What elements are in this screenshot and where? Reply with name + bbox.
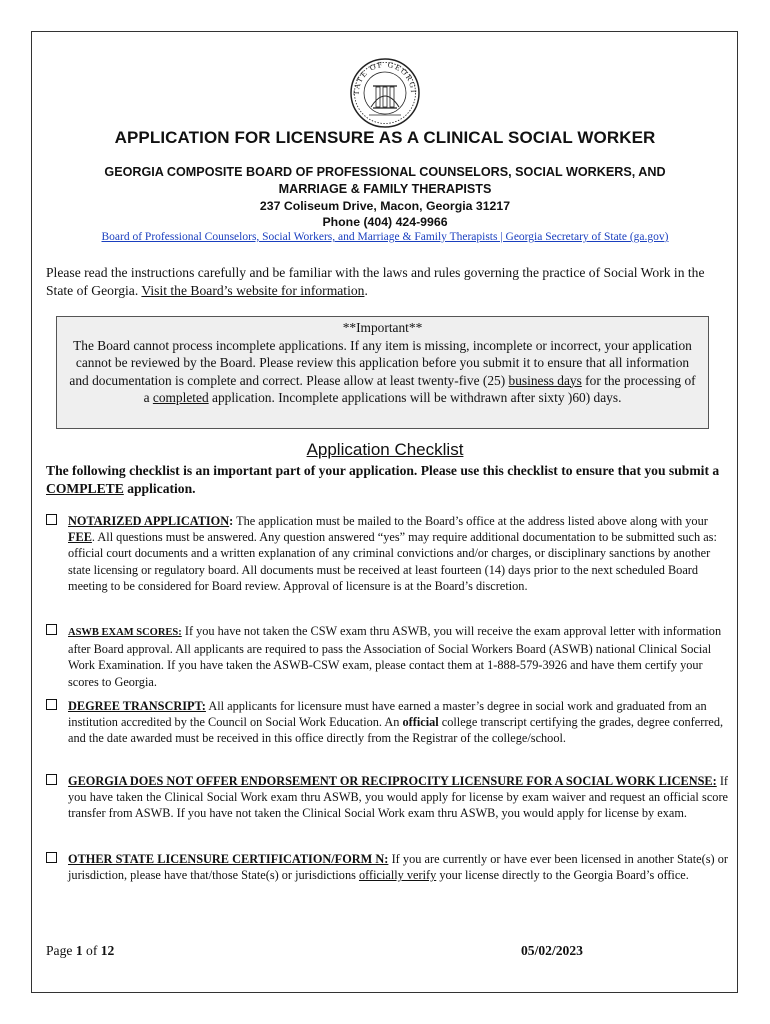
checklist-item-heading: OTHER STATE LICENSURE CERTIFICATION/FORM N: [68,852,389,866]
important-text: The Board cannot process incomplete applications. If any item is missing, incomplete or incorrect, your application cannot be reviewed by the Board. Please review this application before you submit it to ensure that all information and documentation is complete and correct. Please allow at least twenty-five (25) business days for the processing of a completed application. Incomplete applications will be withdrawn after sixty )60) days. [69,337,696,405]
board-name [60,164,710,198]
revision-date: 05/02/2023 [521,943,583,958]
complete-text: COMPLETE [46,481,124,496]
checklist-item-degree-transcript [46,698,728,747]
officially-verify-text: officially verify [358,868,437,883]
board-address: 237 Coliseum Drive, Macon, Georgia 31217 [259,199,511,213]
checkbox-notarized-application[interactable] [46,514,57,525]
completed-text: completed [152,390,209,405]
intro-end: . [364,283,368,298]
checklist-item-heading: DEGREE TRANSCRIPT: [68,699,206,713]
checklist-item-notarized-application [46,513,728,594]
checklist-item-body: DEGREE TRANSCRIPT: All applicants for licensure must have earned a master’s degree in social work and graduated from an institution accredited by the Council on Social Work Education. An official college transcript certifying the grades, degree conferred, and the date awarded must be received in this office directly from the Registrar of the college/school. [68,699,724,746]
checklist-item-body: GEORGIA DOES NOT OFFER ENDORSEMENT OR RECIPROCITY LICENSURE FOR A SOCIAL WORK LICENSE: If you have taken the Clinical Social Work exam thru ASWB, you would apply for license by exam waiver and request an official score transfer from ASWB. If you have not taken the Clinical Social Work exam thru ASWB, you would apply for license by exam. [68,774,729,821]
board-contact [40,198,730,230]
board-name-line-2: MARRIAGE & FAMILY THERAPISTS [278,182,492,196]
georgia-state-seal-icon [349,57,421,129]
svg-text:STATE OF GEORGIA: TATE OF GEORGI [351,59,419,96]
important-notice [56,316,709,429]
intro-text: Please read the instructions carefully and be familiar with the laws and rules governing the practice of Social Work in the State of Georgia. [46,265,705,298]
fee-text: FEE [68,530,92,545]
board-website-link[interactable]: Board of Professional Counselors, Social Workers, and Marriage & Family Therapists | Georgia Secretary of State (ga.gov) [101,231,669,243]
checklist-item-heading: NOTARIZED APPLICATION [68,514,230,528]
checklist-item-body: ASWB EXAM SCORES: If you have not taken the CSW exam thru ASWB, you will receive the exam approval letter with information after Board approval. All applicants are required to pass the Association of Social Workers Board (ASWB) national Clinical Social Work Examination. If you have taken the ASWB-CSW exam, please contact them at 1-888-579-3926 and have them certify your scores to Georgia. [68,624,722,689]
checklist-item-heading: GEORGIA DOES NOT OFFER ENDORSEMENT OR RECIPROCITY LICENSURE FOR A SOCIAL WORK LICENSE: [68,774,717,788]
page-number: Page 1 of 12 [46,943,115,958]
checkbox-aswb-exam-scores[interactable] [46,624,57,635]
board-name-line-1: GEORGIA COMPOSITE BOARD OF PROFESSIONAL COUNSELORS, SOCIAL WORKERS, AND [104,165,666,179]
checkbox-degree-transcript[interactable] [46,699,57,710]
board-website-info-link[interactable]: Visit the Board’s website for information [141,283,365,298]
important-heading: **Important** [342,320,423,335]
checklist-item-aswb-exam-scores [46,623,728,690]
checklist-item-other-state-licensure [46,851,728,883]
checklist-item-body: NOTARIZED APPLICATION: The application must be mailed to the Board’s office at the address listed above along with your FEE. All questions must be answered. Any question answered “yes” may require additional documentation to be submitted such as: official court documents and a written explanation of any criminal convictions and/or charges, or disciplinary sanctions by another state licensing or regulatory board. All documents must be received at least fourteen (14) days prior to the next scheduled Board meeting to be considered for Board review. Approval of licensure is at the Board’s discretion. [68,514,717,593]
official-text: official [402,715,439,730]
intro-paragraph [46,264,716,300]
checklist-item-heading: ASWB EXAM SCORES: [68,627,182,638]
checkbox-other-state-licensure[interactable] [46,852,57,863]
board-phone: Phone (404) 424-9966 [322,215,448,229]
business-days-text: business days [508,372,582,388]
checklist-heading: Application Checklist [306,440,464,459]
checklist-item-no-endorsement [46,773,728,822]
checklist-item-body: OTHER STATE LICENSURE CERTIFICATION/FORM N: If you are currently or have ever been licensed in another State(s) or jurisdiction, please have that/those State(s) or jurisdictions officially verify your license directly to the Georgia Board’s office. [68,852,729,883]
checkbox-no-endorsement[interactable] [46,774,57,785]
checklist-intro: The following checklist is an important part of your application. Please use this checklist to ensure that you submit a COMPLETE application. [46,463,720,496]
page-title: APPLICATION FOR LICENSURE AS A CLINICAL SOCIAL WORKER [114,128,656,147]
